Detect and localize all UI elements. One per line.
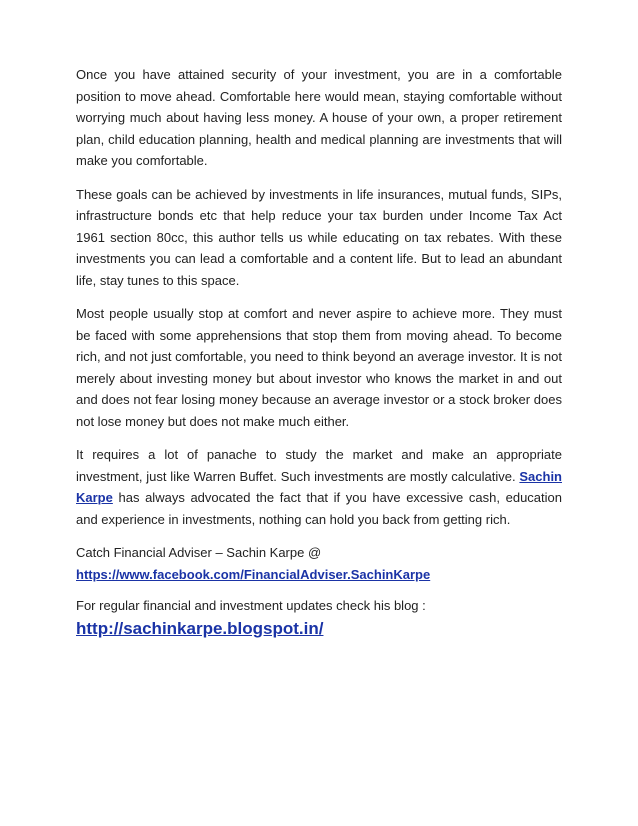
paragraph-2: These goals can be achieved by investments in life insurances, mutual funds, SIPs, infrastructure bonds etc that help reduce your tax burden under Income Tax Act 1961 section 80cc, this author tells us while educating on tax rebates. With these investments you can lead a comfortable and a content life. But to lead an abundant life, stay tunes to this space. (76, 186, 562, 288)
blog-line: For regular financial and investment updates check his blog : (76, 598, 426, 613)
facebook-link[interactable]: https://www.facebook.com/FinancialAdviser.SachinKarpe (76, 566, 431, 582)
paragraph-4-text-before: It requires a lot of panache to study the market and make an appropriate investment, just like Warren Buffet. Such investments are mostly calculative. (76, 447, 562, 484)
blog-link[interactable]: http://sachinkarpe.blogspot.in/ (76, 618, 324, 638)
paragraph-4 (76, 444, 562, 530)
blog-paragraph (76, 595, 562, 641)
sachin-karpe-link[interactable]: Sachin Karpe (76, 468, 562, 505)
paragraph-3: Most people usually stop at comfort and never aspire to achieve more. They must be faced with some apprehensions that stop them from moving ahead. To become rich, and not just comfortable, you need to think beyond an average investor. It is not merely about investing money but about investor who knows the market in and out and does not fear losing money because an average investor or a stock broker does not lose money but does not make much either. (76, 306, 562, 429)
catch-line: Catch Financial Adviser – Sachin Karpe @ (76, 545, 322, 560)
document-page (76, 64, 562, 651)
contact-paragraph (76, 542, 562, 585)
paragraph-4-text-after: has always advocated the fact that if you have excessive cash, education and experience in investments, nothing can hold you back from getting rich. (76, 490, 562, 527)
paragraph-1: Once you have attained security of your investment, you are in a comfortable position to move ahead. Comfortable here would mean, staying comfortable without worrying much about having less money. A house of your own, a proper retirement plan, child education planning, health and medical planning are investments that will make you comfortable. (76, 67, 562, 168)
